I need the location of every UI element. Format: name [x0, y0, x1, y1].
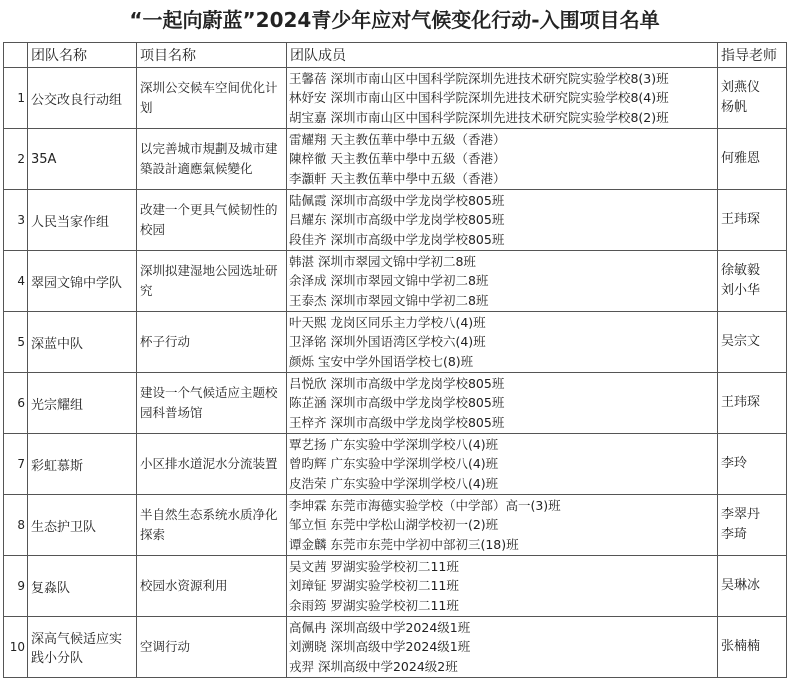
team-name-cell: 复淼队	[28, 556, 137, 617]
members-cell	[287, 312, 718, 373]
members-cell	[287, 556, 718, 617]
table-row	[4, 129, 787, 190]
advisor-cell	[718, 68, 787, 129]
member-entry: 卫泽铭 深圳外国语湾区学校六(4)班	[289, 334, 486, 350]
member-entry: 陳梓徹 天主教伍華中學中五級（香港）	[289, 151, 506, 167]
member-entry: 吕悦欣 深圳市高级中学龙岗学校805班	[289, 375, 505, 391]
advisor-cell	[718, 495, 787, 556]
team-name-cell: 深蓝中队	[28, 312, 137, 373]
member-entry: 陈芷涵 深圳市高级中学龙岗学校805班	[289, 395, 505, 411]
team-name-cell: 人民当家作组	[28, 190, 137, 251]
member-entry: 皮浩荣 广东实验中学深圳学校八(4)班	[289, 475, 499, 491]
members-cell	[287, 129, 718, 190]
row-index: 10	[4, 617, 28, 678]
table-row	[4, 556, 787, 617]
project-name-cell: 空调行动	[137, 617, 287, 678]
table-row	[4, 190, 787, 251]
table-row	[4, 495, 787, 556]
row-index: 8	[4, 495, 28, 556]
team-name-cell: 生态护卫队	[28, 495, 137, 556]
advisor-name: 王玮琛	[721, 212, 761, 227]
member-entry: 曾昀辉 广东实验中学深圳学校八(4)班	[289, 456, 499, 472]
advisor-name: 李琦	[721, 527, 748, 542]
project-name-cell: 深圳公交候车空间优化计划	[137, 68, 287, 129]
member-entry: 戎羿 深圳高级中学2024级2班	[289, 658, 458, 674]
team-name-cell: 深高气候适应实践小分队	[28, 617, 137, 678]
row-index: 5	[4, 312, 28, 373]
team-header: 团队名称	[28, 43, 137, 68]
table-row	[4, 312, 787, 373]
project-name-cell: 半自然生态系统水质净化探索	[137, 495, 287, 556]
member-entry: 李坤霖 东莞市海德实验学校（中学部）高一(3)班	[289, 497, 561, 513]
advisor-name: 刘燕仪	[721, 80, 761, 95]
page-title: “一起向蔚蓝”2024青少年应对气候变化行动-入围项目名单	[129, 8, 660, 32]
row-index: 2	[4, 129, 28, 190]
advisor-name: 杨帆	[721, 100, 748, 115]
member-entry: 段佳齐 深圳市高级中学龙岗学校805班	[289, 231, 505, 247]
members-cell	[287, 251, 718, 312]
member-entry: 邹立恒 东莞中学松山湖学校初一(2)班	[289, 517, 499, 533]
advisor-cell	[718, 312, 787, 373]
member-entry: 刘璋钲 罗湖实验学校初二11班	[289, 578, 459, 594]
team-name-cell: 35A	[28, 129, 137, 190]
member-entry: 王馨蓓 深圳市南山区中国科学院深圳先进技术研究院实验学校8(3)班	[289, 70, 669, 86]
advisor-name: 徐敏毅	[721, 263, 761, 278]
members-cell	[287, 190, 718, 251]
members-cell	[287, 617, 718, 678]
table-row	[4, 373, 787, 434]
member-entry: 覃艺扬 广东实验中学深圳学校八(4)班	[289, 436, 499, 452]
project-name-cell: 建设一个气候适应主题校园科普场馆	[137, 373, 287, 434]
project-header: 项目名称	[137, 43, 287, 68]
advisor-cell	[718, 434, 787, 495]
project-name-cell: 杯子行动	[137, 312, 287, 373]
team-name-cell: 公交改良行动组	[28, 68, 137, 129]
advisor-name: 吴琳冰	[721, 578, 761, 593]
project-name-cell: 校园水资源利用	[137, 556, 287, 617]
row-index: 6	[4, 373, 28, 434]
team-name-cell: 光宗耀组	[28, 373, 137, 434]
member-entry: 胡宝嘉 深圳市南山区中国科学院深圳先进技术研究院实验学校8(2)班	[289, 109, 669, 125]
member-entry: 叶天熙 龙岗区同乐主力学校八(4)班	[289, 314, 486, 330]
advisor-name: 王玮琛	[721, 395, 761, 410]
project-name-cell: 深圳拟建湿地公园选址研究	[137, 251, 287, 312]
member-entry: 雷耀翔 天主教伍華中學中五級（香港）	[289, 131, 506, 147]
table-row	[4, 617, 787, 678]
advisor-name: 李玲	[721, 456, 748, 471]
member-entry: 刘溯晓 深圳高级中学2024级1班	[289, 639, 471, 655]
advisor-name: 李翠丹	[721, 507, 761, 522]
member-entry: 谭金麟 东莞市东莞中学初中部初三(18)班	[289, 536, 519, 552]
member-entry: 余雨筠 罗湖实验学校初二11班	[289, 597, 459, 613]
member-entry: 李灝軒 天主教伍華中學中五級（香港）	[289, 170, 506, 186]
advisor-cell	[718, 617, 787, 678]
row-index: 3	[4, 190, 28, 251]
row-index: 9	[4, 556, 28, 617]
member-entry: 陆佩霞 深圳市高级中学龙岗学校805班	[289, 192, 505, 208]
members-cell	[287, 373, 718, 434]
advisor-name: 吴宗文	[721, 334, 761, 349]
members-cell	[287, 495, 718, 556]
project-name-cell: 以完善城市規劃及城市建築設計適應氣候變化	[137, 129, 287, 190]
member-entry: 林妤安 深圳市南山区中国科学院深圳先进技术研究院实验学校8(4)班	[289, 90, 669, 106]
member-entry: 韩湛 深圳市翠园文锦中学初二8班	[289, 253, 476, 269]
advisor-cell	[718, 373, 787, 434]
member-entry: 吕耀东 深圳市高级中学龙岗学校805班	[289, 212, 505, 228]
advisor-name: 何雅恩	[721, 151, 761, 166]
advisor-cell	[718, 190, 787, 251]
member-entry: 高佩冉 深圳高级中学2024级1班	[289, 619, 471, 635]
table-row	[4, 68, 787, 129]
team-name-cell: 彩虹慕斯	[28, 434, 137, 495]
member-entry: 颜烁 宝安中学外国语学校七(8)班	[289, 353, 474, 369]
members-header: 团队成员	[287, 43, 718, 68]
row-index: 7	[4, 434, 28, 495]
member-entry: 王梓齐 深圳市高级中学龙岗学校805班	[289, 414, 505, 430]
advisor-cell	[718, 251, 787, 312]
advisor-cell	[718, 129, 787, 190]
row-index: 4	[4, 251, 28, 312]
index-header	[4, 43, 28, 68]
shortlist-table	[3, 42, 787, 678]
advisor-header: 指导老师	[718, 43, 787, 68]
table-row	[4, 251, 787, 312]
table-row	[4, 434, 787, 495]
member-entry: 王泰杰 深圳市翠园文锦中学初二8班	[289, 292, 489, 308]
members-cell	[287, 434, 718, 495]
team-name-cell: 翠园文锦中学队	[28, 251, 137, 312]
advisor-cell	[718, 556, 787, 617]
advisor-name: 张楠楠	[721, 639, 761, 654]
member-entry: 吴文茜 罗湖实验学校初二11班	[289, 558, 459, 574]
header-row	[4, 43, 787, 68]
project-name-cell: 小区排水道泥水分流装置	[137, 434, 287, 495]
row-index: 1	[4, 68, 28, 129]
member-entry: 余泽成 深圳市翠园文锦中学初二8班	[289, 273, 489, 289]
advisor-name: 刘小华	[721, 283, 761, 298]
members-cell	[287, 68, 718, 129]
project-name-cell: 改建一个更具气候韧性的校园	[137, 190, 287, 251]
